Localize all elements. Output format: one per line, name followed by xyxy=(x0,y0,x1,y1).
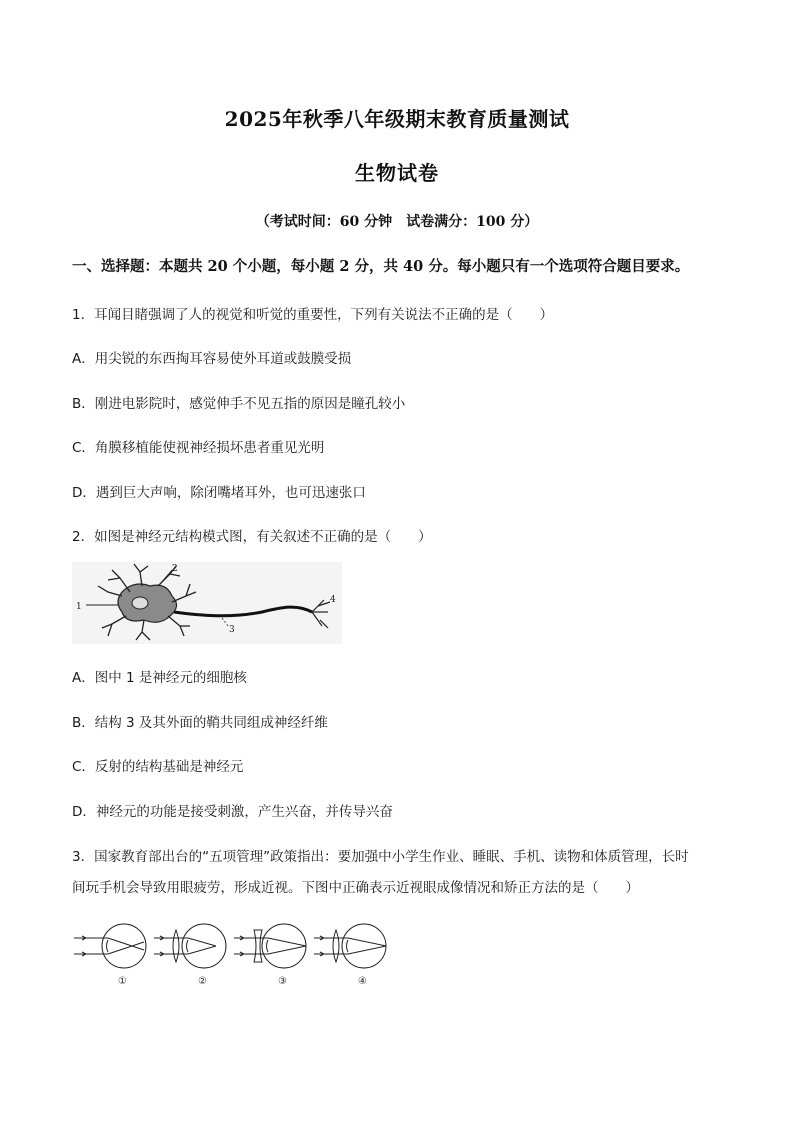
eye-label-3: ③ xyxy=(278,976,287,987)
neuron-label-4: 4 xyxy=(330,595,336,605)
page-subtitle: 生物试卷 xyxy=(355,161,439,185)
neuron-diagram xyxy=(72,562,342,644)
eye-label-1: ① xyxy=(118,976,127,987)
eye-diagrams xyxy=(72,916,392,990)
question-1-stem: 1．耳闻目睹强调了人的视觉和听觉的重要性，下列有关说法不正确的是（ ） xyxy=(72,307,554,323)
section-heading: 一、选择题：本题共 20 个小题，每小题 2 分，共 40 分。每小题只有一个选项符合题目要求。 xyxy=(72,258,690,275)
neuron-label-3: 3 xyxy=(229,625,235,635)
question-2-option-c: C．反射的结构基础是神经元 xyxy=(72,759,244,775)
question-1-option-c: C．角膜移植能使视神经损坏患者重见光明 xyxy=(72,440,325,456)
eye-label-4: ④ xyxy=(358,976,367,987)
page-title: 2025年秋季八年级期末教育质量测试 xyxy=(224,107,570,131)
question-2-option-b: B．结构 3 及其外面的鞘共同组成神经纤维 xyxy=(72,715,328,731)
question-3-stem-line-1: 3．国家教育部出台的“五项管理”政策指出：要加强中小学生作业、睡眠、手机、读物和体质管理，长时 xyxy=(72,849,689,865)
neuron-label-2: 2 xyxy=(172,564,178,574)
eye-label-2: ② xyxy=(198,976,207,987)
question-2-option-a: A．图中 1 是神经元的细胞核 xyxy=(72,670,247,686)
question-3-stem-line-2: 间玩手机会导致用眼疲劳，形成近视。下图中正确表示近视眼成像情况和矫正方法的是（ ） xyxy=(72,880,639,896)
question-2-option-d: D．神经元的功能是接受刺激，产生兴奋，并传导兴奋 xyxy=(72,804,393,820)
exam-info: （考试时间：60 分钟 试卷满分：100 分） xyxy=(255,214,539,230)
question-1-option-d: D．遇到巨大声响，除闭嘴堵耳外，也可迅速张口 xyxy=(72,485,366,501)
question-1-option-a: A．用尖锐的东西掏耳容易使外耳道或鼓膜受损 xyxy=(72,351,352,367)
question-1-option-b: B．刚进电影院时，感觉伸手不见五指的原因是瞳孔较小 xyxy=(72,396,406,412)
neuron-label-1: 1 xyxy=(76,602,82,612)
question-2-stem: 2．如图是神经元结构模式图，有关叙述不正确的是（ ） xyxy=(72,529,432,545)
